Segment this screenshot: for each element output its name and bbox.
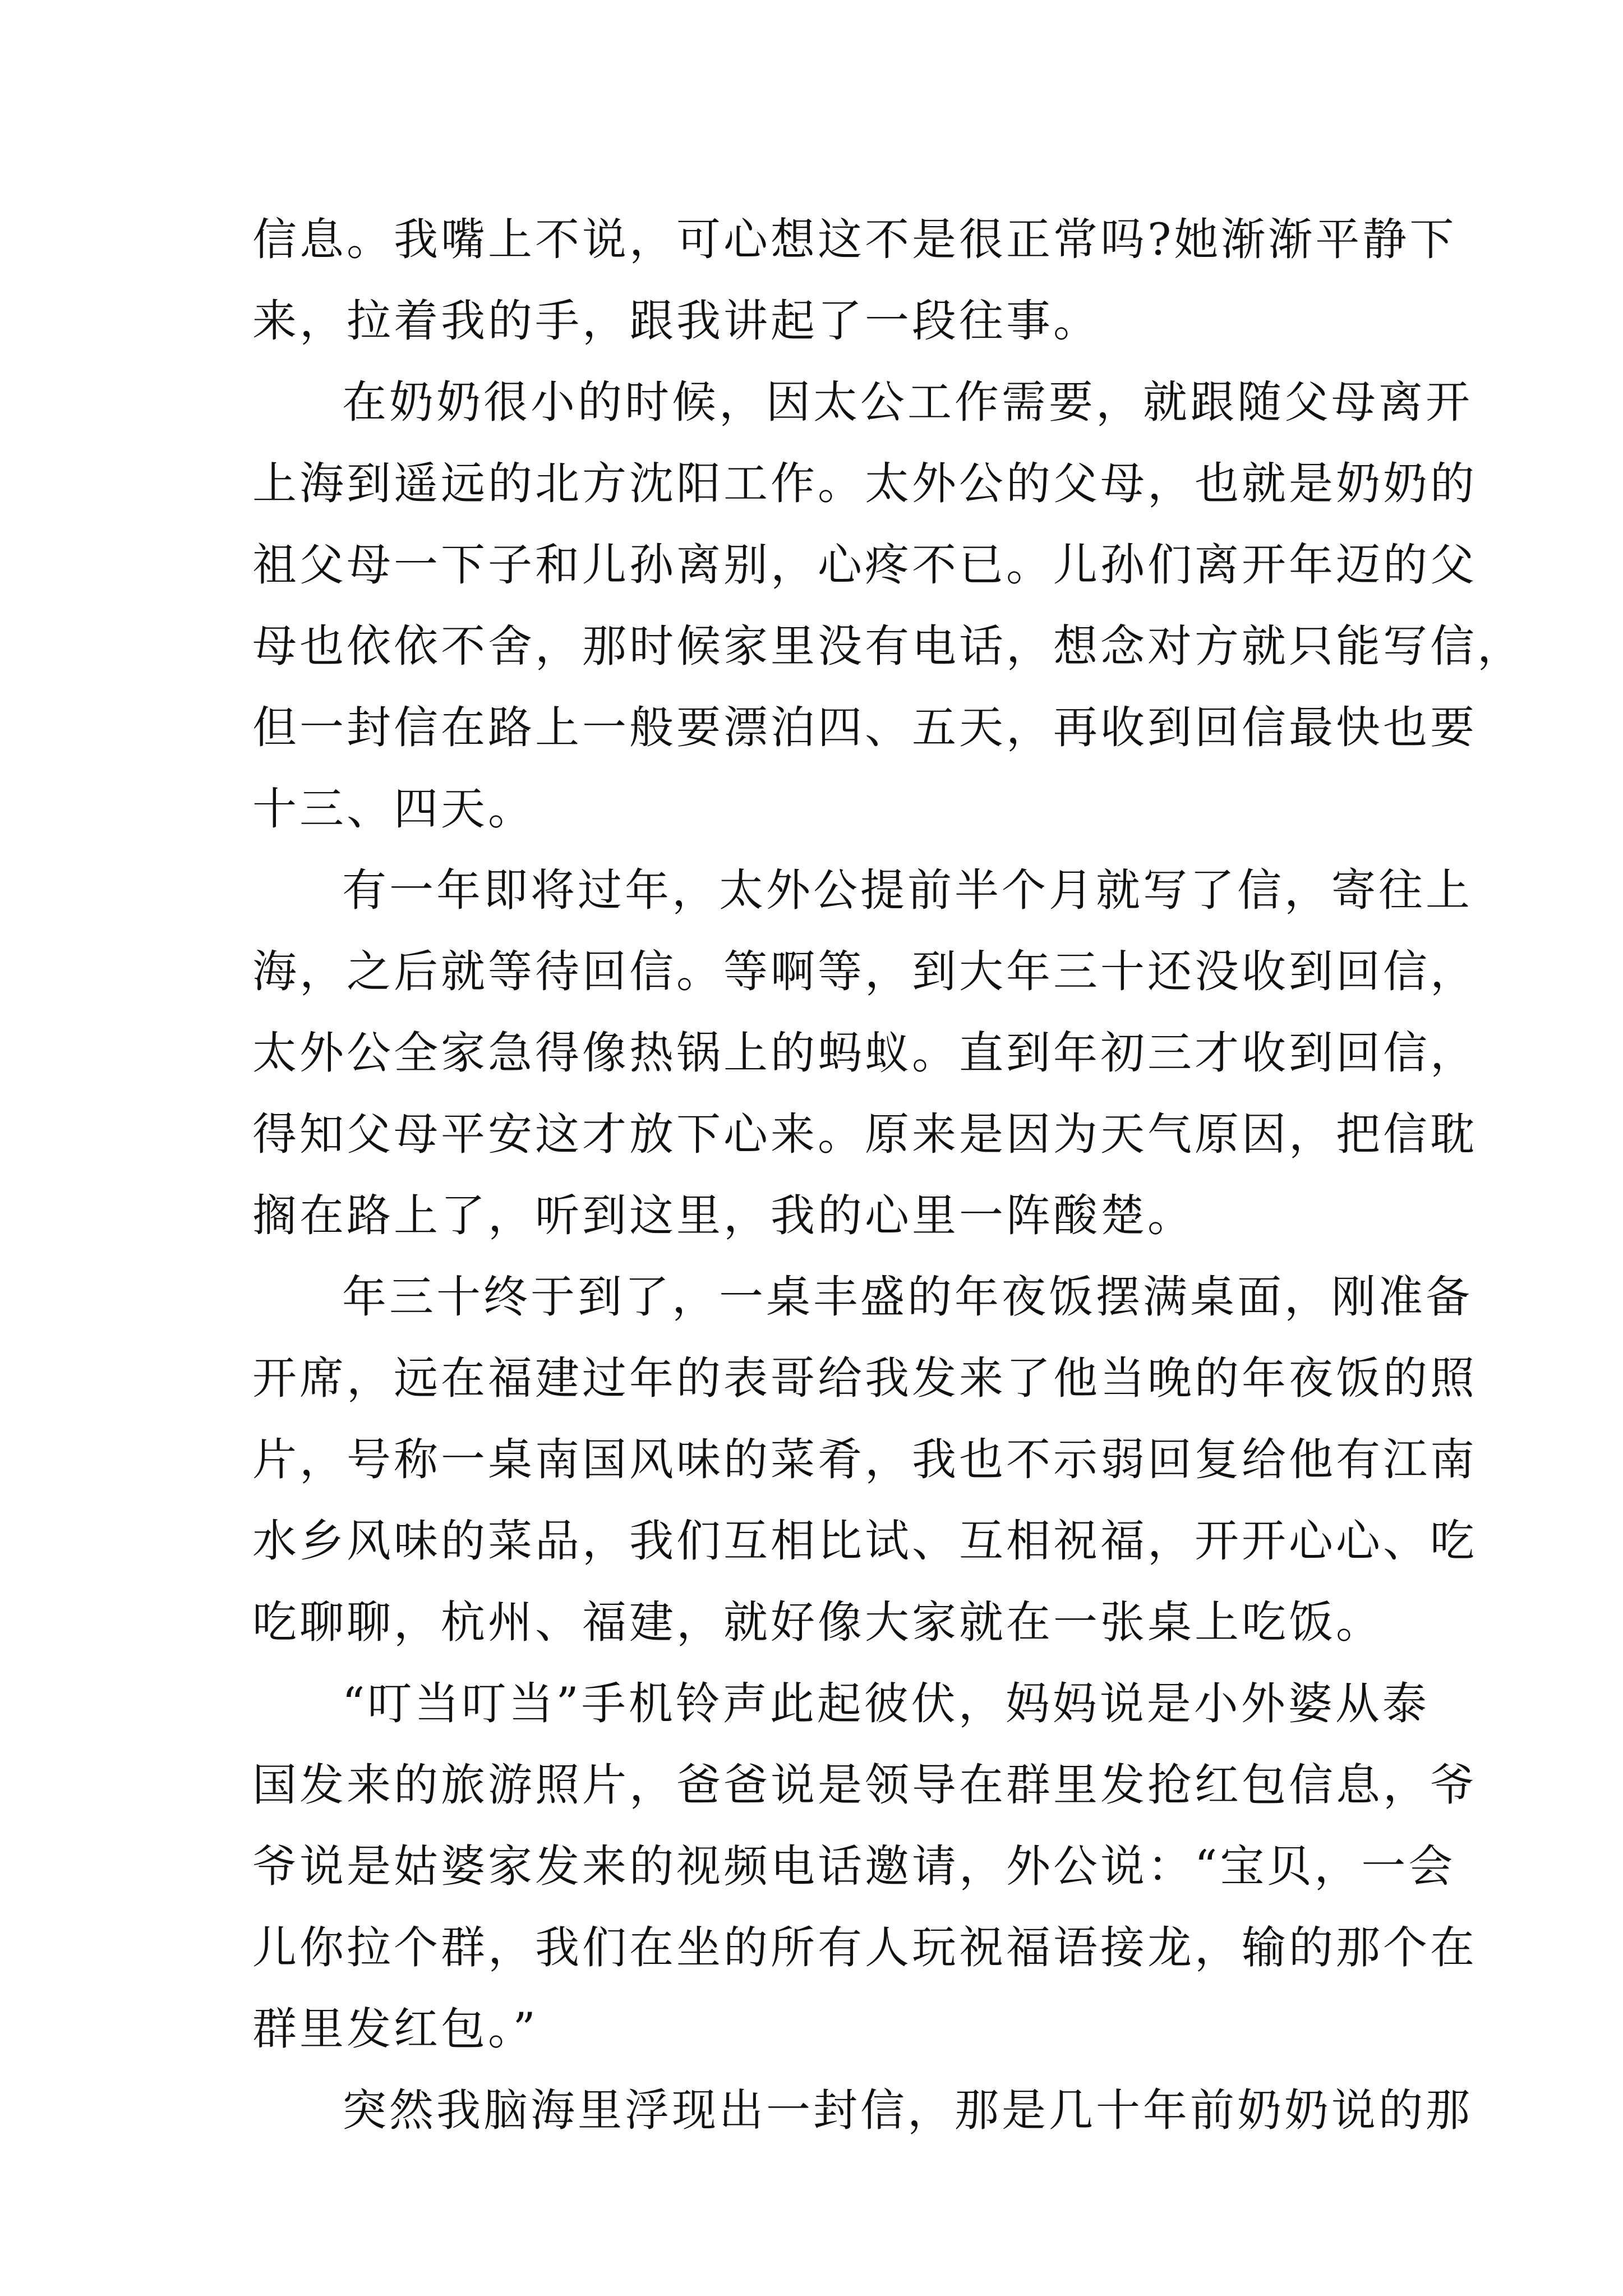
text-line: 得知父母平安这才放下心来。原来是因为天气原因，把信耽 [252, 1108, 1477, 1160]
text-line: 祖父母一下子和儿孙离别，心疼不已。儿孙们离开年迈的父 [252, 539, 1477, 591]
text-line: 吃聊聊，杭州、福建，就好像大家就在一张桌上吃饭。 [252, 1596, 1383, 1648]
paragraph-start-line: “叮当叮当”手机铃声此起彼伏，妈妈说是小外婆从泰 [342, 1678, 1430, 1729]
paragraph-start-line: 年三十终于到了，一桌丰盛的年夜饭摆满桌面，刚准备 [342, 1271, 1473, 1323]
text-line: 开席，远在福建过年的表哥给我发来了他当晚的年夜饭的照 [252, 1352, 1477, 1404]
body-text [252, 199, 1524, 2151]
paragraph-start-line: 突然我脑海里浮现出一封信，那是几十年前奶奶说的那 [342, 2085, 1473, 2136]
text-line: 但一封信在路上一般要漂泊四、五天，再收到回信最快也要 [252, 702, 1477, 753]
text-line: 片，号称一桌南国风味的菜肴，我也不示弱回复给他有江南 [252, 1434, 1477, 1485]
text-line: 国发来的旅游照片，爸爸说是领导在群里发抢红包信息，爷 [252, 1759, 1477, 1811]
text-line: 爷说是姑婆家发来的视频电话邀请，外公说：“宝贝，一会 [252, 1841, 1456, 1892]
text-line: 信息。我嘴上不说，可心想这不是很正常吗?她渐渐平静下 [252, 214, 1457, 265]
paragraph-start-line: 有一年即将过年，太外公提前半个月就写了信，寄往上 [342, 864, 1473, 916]
text-line: 母也依依不舍，那时候家里没有电话，想念对方就只能写信， [252, 620, 1524, 672]
text-line: 上海到遥远的北方沈阳工作。太外公的父母，也就是奶奶的 [252, 458, 1477, 509]
text-line: 搁在路上了，听到这里，我的心里一阵酸楚。 [252, 1190, 1195, 1241]
text-line: 海，之后就等待回信。等啊等，到大年三十还没收到回信， [252, 946, 1477, 997]
text-line: 水乡风味的菜品，我们互相比试、互相祝福，开开心心、吃 [252, 1515, 1477, 1567]
text-line: 儿你拉个群，我们在坐的所有人玩祝福语接龙，输的那个在 [252, 1922, 1477, 1973]
text-line: 来，拉着我的手，跟我讲起了一段往事。 [252, 295, 1100, 347]
text-line: 太外公全家急得像热锅上的蚂蚁。直到年初三才收到回信， [252, 1027, 1477, 1079]
paragraph-start-line: 在奶奶很小的时候，因太公工作需要，就跟随父母离开 [342, 376, 1473, 428]
text-line: 群里发红包。” [252, 2003, 538, 2055]
text-line: 十三、四天。 [252, 783, 535, 835]
